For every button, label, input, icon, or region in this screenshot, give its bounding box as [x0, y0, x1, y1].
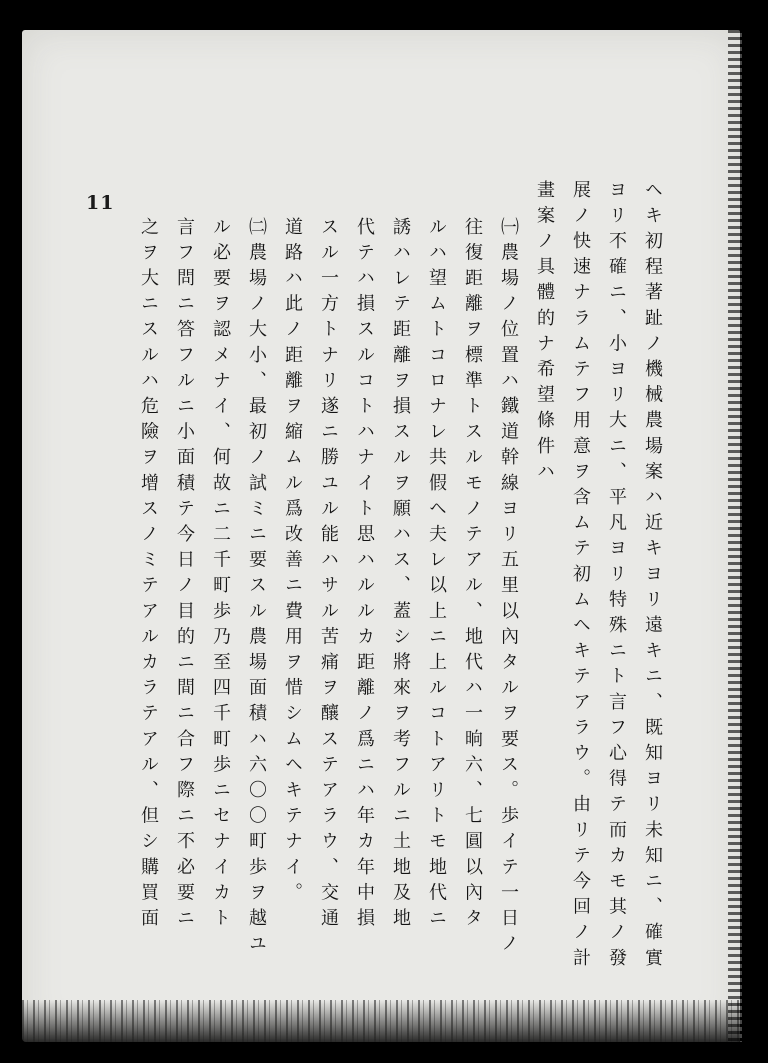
text-column-11: 道路ハ此ノ距離ヲ縮ムル爲改善ニ費用ヲ惜シムヘキテナイ。	[282, 217, 303, 909]
page-edge-right	[728, 30, 742, 1042]
page-number: 11	[86, 192, 115, 214]
vertical-text-body	[138, 180, 668, 974]
text-column-14: 言フ問ニ答フルニ小面積テ今日ノ目的ニ間ニ合フ際ニ不必要ニ	[174, 217, 195, 934]
text-column-13: ル必要ヲ認メナイ、何故ニ二千町歩乃至四千町歩ニセナイカト	[210, 217, 231, 934]
text-column-1: ヘキ初程著趾ノ機械農場案ハ近キヨリ遠キニ、既知ヨリ未知ニ、確實	[642, 180, 663, 974]
text-column-8: 誘ハレテ距離ヲ損スルヲ願ハス、蓋シ將來ヲ考フルニ土地及地	[390, 217, 411, 934]
text-column-7: ルハ望ムトコロナレ共假ヘ夫レ以上ニ上ルコトアリトモ地代ニ	[426, 217, 447, 934]
text-column-12: ㈡農場ノ大小、最初ノ試ミニ要スル農場面積ハ六〇〇町歩ヲ越ユ	[246, 217, 267, 960]
text-column-4: 畫案ノ具體的ナ希望條件ハ	[534, 180, 555, 488]
text-column-3: 展ノ快速ナラムテフ用意ヲ含ムテ初ムヘキテアラウ。由リテ今回ノ計	[570, 180, 591, 974]
page-edge-bottom	[22, 1000, 740, 1044]
text-column-15: 之ヲ大ニスルハ危險ヲ增スノミテアルカラテアル、但シ購買面	[138, 217, 159, 934]
text-column-10: スル一方トナリ遂ニ勝ユル能ハサル苦痛ヲ釀ステアラウ、交通	[318, 217, 339, 934]
text-column-9: 代テハ損スルコトハナイト思ハルルカ距離ノ爲ニハ年カ年中損	[354, 217, 375, 934]
text-column-6: 往復距離ヲ標準トスルモノテアル、地代ハ一晌六、七圓以內タ	[462, 217, 483, 934]
text-column-5: ㈠農場ノ位置ハ鐵道幹線ヨリ五里以內タルヲ要ス。歩イテ一日ノ	[498, 217, 519, 960]
text-column-2: ヨリ不確ニ、小ヨリ大ニ、平凡ヨリ特殊ニト言フ心得テ而カモ其ノ發	[606, 180, 627, 974]
